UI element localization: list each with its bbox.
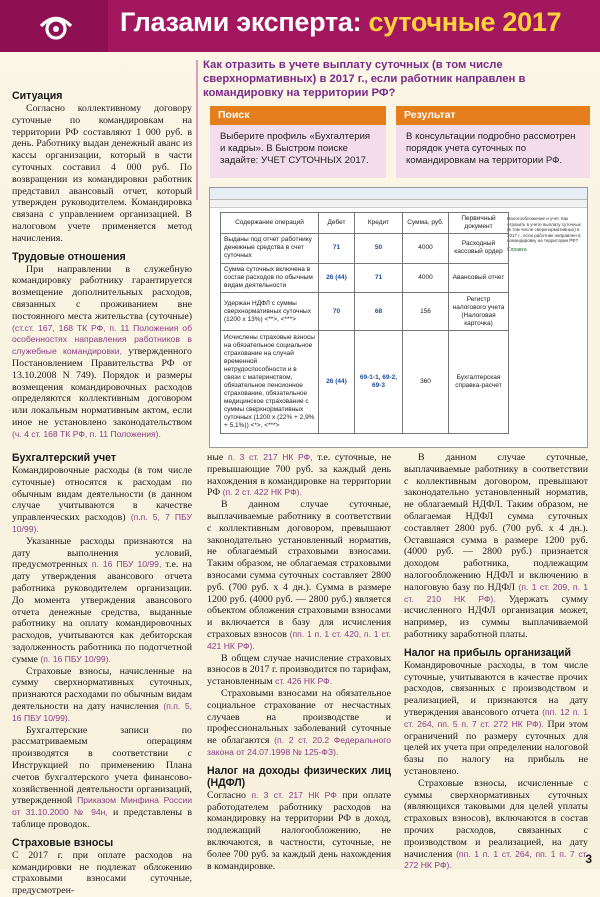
table-cell: 70 bbox=[319, 293, 355, 331]
law-reference: (пп. 1 п. 1 ст. 420, п. 1 ст. 421 НК РФ). bbox=[207, 628, 392, 651]
screenshot-toolbar bbox=[210, 200, 587, 208]
text: и представлены в таблице проводок. bbox=[12, 807, 192, 830]
search-box bbox=[210, 106, 386, 178]
paragraph: Согласно коллективному договору суточные по командировкам на территории РФ составляют 1 000 руб. в день. Работнику выдан денежный аванс из кассы организации, который в части суточных составил 4 000 руб. По возвращении из командировки работник представил авансовый отчет, который утвержден руководителем. Командировка связана с управлением организацией. В налоговом учете применяется метод начисления. bbox=[12, 103, 192, 244]
paragraph bbox=[12, 264, 192, 441]
column-2 bbox=[12, 452, 192, 897]
heading-ndfl: Налог на доходы физических лиц (НДФЛ) bbox=[207, 764, 391, 789]
column-1 bbox=[12, 90, 192, 441]
law-reference: (ст.ст. 167, 168 ТК РФ, п. 11 Положения об особенностях направления работников в служебные командировки, bbox=[12, 322, 192, 357]
table-cell: Расходный кассовый ордер bbox=[449, 234, 509, 264]
paragraph bbox=[12, 666, 192, 725]
page-title bbox=[120, 7, 561, 38]
sidebar-rule bbox=[196, 60, 198, 200]
heading-accounting: Бухгалтерский учет bbox=[12, 452, 117, 464]
heading-profit-tax: Налог на прибыль организаций bbox=[404, 646, 572, 659]
text: т.е. суточные, не превышающие 700 руб. за каждый день нахождения в командировке на территории РФ bbox=[207, 452, 391, 499]
table-cell: Регистр налогового учета (Налоговая карточка) bbox=[449, 293, 509, 331]
column-4 bbox=[404, 452, 588, 872]
table-cell: 71 bbox=[319, 234, 355, 264]
result-box-title: Результат bbox=[396, 106, 590, 125]
table-cell: Сумма суточных включена в состав расходов по обычным видам деятельности bbox=[221, 263, 319, 293]
paragraph bbox=[12, 725, 192, 831]
law-reference: п. 3 ст. 217 НК РФ, bbox=[228, 452, 313, 462]
heading-situation: Ситуация bbox=[12, 90, 63, 102]
title-accent: суточные 2017 bbox=[368, 7, 562, 37]
paragraph bbox=[404, 660, 588, 778]
text: В данном случае суточные, выплачиваемые работнику в соответствии с коллективным договором, превышают законодательно установленный норматив, не облагаемый страховыми взносами. Таким образом, не облагаемая страховыми взносами сумма суточных составляет 2800 руб. (700 руб. х 4 дн.). Сумма в размере 1200 руб. (4000 руб. — 2800 руб.) является объектом обложения страховыми взносами и включается в базу для исчисления страховых взносов bbox=[207, 499, 391, 640]
question-heading: Как отразить в учете выплату суточных (в том числе сверхнормативных) в 2017 г., если работник направлен в командировку на территории РФ? bbox=[203, 59, 526, 99]
result-box-text: В консультации подробно рассмотрен порядок учета суточных по командировкам на территории РФ. bbox=[406, 131, 576, 166]
text: Командировочные расходы (в том числе суточные) относятся к расходам по обычным видам деятельности (в данном случае учитываются в качестве управленческих расходов) bbox=[12, 465, 192, 524]
law-reference: (п. 2 ст. 422 НК РФ). bbox=[222, 487, 302, 498]
paragraph bbox=[404, 778, 588, 872]
screenshot-side-panel bbox=[507, 216, 583, 276]
text: Командировочные расходы, в том числе суточные, учитываются в качестве прочих расходов, связанных с производством и реализацией, и признаются на дату утверждения авансового отчета bbox=[404, 659, 588, 718]
table-cell: 4000 bbox=[403, 263, 449, 293]
text: Согласно bbox=[207, 789, 246, 801]
table-cell: Удержан НДФЛ с суммы сверхнормативных суточных (1200 x 13%) <**>, <***> bbox=[221, 293, 319, 331]
table-cell: 69-1-1, 69-2, 69-3 bbox=[355, 330, 403, 433]
heading-labor: Трудовые отношения bbox=[12, 250, 126, 263]
paragraph bbox=[404, 452, 588, 641]
paragraph bbox=[12, 536, 192, 666]
table-header-cell: Дебет bbox=[319, 213, 355, 234]
text: т.е. на дату утверждения авансового отчета работника руководителем организации. До момента утверждения авансового отчета денежные средства, выданные работнику на оплату командировочных расходов, учитываются как дебиторская задолженность работника по подотчетной сумме bbox=[12, 559, 193, 665]
law-reference: п. 16 ПБУ 10/99, bbox=[91, 559, 162, 570]
paragraph bbox=[207, 688, 391, 759]
table-header-row bbox=[221, 213, 509, 234]
table-row bbox=[221, 234, 509, 264]
text: При этом ограничений по размеру суточных для целей их учета при определении налоговой базы по налогу на прибыль не установлено. bbox=[404, 718, 589, 777]
text: Указанные расходы признаются на дату выполнения условий, предусмотренных bbox=[12, 535, 192, 571]
heading-insurance: Страховые взносы bbox=[12, 836, 114, 849]
table-cell: 71 bbox=[355, 263, 403, 293]
law-reference: (пп. 1 п. 1 ст. 264, пп. 1 п. 7 ст. 272 НК РФ). bbox=[404, 848, 589, 871]
table-cell: 4000 bbox=[403, 234, 449, 264]
table-cell: 360 bbox=[403, 330, 449, 433]
table-cell: 156 bbox=[403, 293, 449, 331]
table-cell: Выданы под отчет работнику денежные средства в счет суточных bbox=[221, 234, 319, 264]
paragraph bbox=[207, 452, 391, 499]
paragraph: С 2017 г. при оплате расходов на командировки не подлежат обложению страховыми взносами суточные, предусмотрен- bbox=[12, 849, 192, 897]
screenshot-titlebar bbox=[210, 188, 587, 200]
law-reference: (п.п. 5, 7 ПБУ 10/99). bbox=[12, 512, 192, 534]
software-screenshot bbox=[209, 187, 588, 448]
table-cell: Исчислены страховые взносы на обязательное социальное страхование на случай временной нетрудоспособности и в связи с материнством, обязательное пенсионное страхование, обязательное медицинское страхование с суммы сверхнормативных суточных (1200 x (22% + 2,9% + 5,1%)) <*>, <***> bbox=[221, 330, 319, 433]
law-reference: (ч. 4 ст. 168 ТК РФ, п. 11 Положения). bbox=[12, 428, 161, 439]
text: Удержать сумму исчисленного НДФЛ организация может, например, из суммы выплачиваемой работнику заработной платы. bbox=[404, 593, 588, 640]
table-row bbox=[221, 330, 509, 433]
screenshot-side-text: Налогообложение и учет. Как отразить в учете выплату суточных (в том числе сверхнормативных) в 2017 г., если работник направлен в командировку на территории РФ? bbox=[507, 216, 581, 243]
table-cell: 50 bbox=[355, 234, 403, 264]
table-row bbox=[221, 263, 509, 293]
law-reference: (п. 1 ст. 209, п. 1 ст. 210 НК РФ). bbox=[404, 581, 588, 604]
table-cell: 68 bbox=[355, 293, 403, 331]
paragraph bbox=[207, 790, 391, 873]
text: При направлении в служебную командировку работнику гарантируется возмещение дополнительных расходов, связанных с проживанием вне постоянного места жительства (суточные) bbox=[12, 263, 192, 322]
paragraph bbox=[207, 653, 391, 688]
text: В данном случае суточные, выплачиваемые работнику в соответствии с коллективным договором, превышают законодательно установленный норматив, не облагаемый НДФЛ. Таким образом, не облагаемая НДФЛ сумма суточных составляет 2800 руб. (700 руб. х 4 дн.). Оставшаяся сумма в размере 1200 руб. (4000 руб. — 2800 руб.) признается доходом работника, подлежащим налогообложению НДФЛ и включению в налоговую базу по НДФЛ bbox=[404, 452, 588, 593]
table-cell: Бухгалтерская справка-расчет bbox=[449, 330, 509, 433]
page-number: 3 bbox=[585, 852, 592, 866]
screenshot-side-link: Справка bbox=[507, 246, 527, 253]
result-box bbox=[396, 106, 590, 178]
law-reference: п. 3 ст. 217 НК РФ bbox=[251, 789, 337, 800]
search-box-text: Выберите профиль «Бухгалтерия и кадры». В Быстром поиске задайте: УЧЕТ СУТОЧНЫХ 2017. bbox=[220, 131, 371, 166]
table-header-cell: Содержание операций bbox=[221, 213, 319, 234]
search-box-title: Поиск bbox=[210, 106, 386, 125]
text: Бухгалтерские записи по рассматриваемым операциям производятся в соответствии с Инструкцией по применению Плана счетов бухгалтерского учета финансово-хозяйственной деятельности организаций, утвержденной bbox=[12, 724, 192, 807]
table-cell: 26 (44) bbox=[319, 330, 355, 433]
paragraph bbox=[207, 499, 391, 652]
law-reference: Приказом Минфина России от 31.10.2000 № 94н, bbox=[12, 795, 193, 818]
text: Страховые взносы, исчисленные с суммы сверхнормативных суточных (являющихся таковыми для целей уплаты страховых взносов), включаются в состав прочих расходов, связанных с производством и реализацией, на дату начисления bbox=[404, 777, 588, 860]
text: В общем случае начисление страховых взносов в 2017 г. производится по тарифам, установленным bbox=[207, 652, 391, 688]
table-row bbox=[221, 293, 509, 331]
eye-badge bbox=[0, 0, 108, 52]
table-header-cell: Кредит bbox=[355, 213, 403, 234]
paragraph bbox=[12, 465, 192, 536]
table-cell: Авансовый отчет bbox=[449, 263, 509, 293]
table-cell: 26 (44) bbox=[319, 263, 355, 293]
text: Страховыми взносами на обязательное социальное страхование от несчастных случаев на производстве и профессиональных заболеваний суточные не облагаются bbox=[207, 687, 391, 747]
law-reference: (п. 2 ст. 20.2 Федерального закона от 24.07.1998 № 125-ФЗ). bbox=[207, 735, 391, 757]
law-reference: (пп. 12 п. 1 ст. 264, пп. 5 п. 7 ст. 272 НК РФ). bbox=[404, 706, 588, 729]
title-main: Глазами эксперта: bbox=[120, 7, 369, 37]
text: при оплате работодателем работнику расходов на командировку на территории РФ в доход, подлежащий налогообложению, не включаются, в частности, суточные, не более 700 руб. за каждый день нахождения в командировке. bbox=[207, 789, 392, 872]
text: ные bbox=[207, 452, 224, 463]
table-header-cell: Сумма, руб. bbox=[403, 213, 449, 234]
text: утвержденного Постановлением Правительства РФ от 13.10.2008 N 749). Порядок и размеры возмещения командировочных расходов определяются коллективным договором или локальным нормативным актом, если иное не установлено законодательством bbox=[12, 346, 192, 428]
column-3 bbox=[207, 452, 391, 872]
law-reference: ст. 426 НК РФ. bbox=[275, 676, 333, 687]
law-reference: (п. 16 ПБУ 10/99). bbox=[40, 653, 111, 664]
postings-table bbox=[220, 212, 509, 434]
law-reference: (п.п. 5, 16 ПБУ 10/99). bbox=[12, 700, 193, 723]
page-header bbox=[0, 0, 600, 52]
table-header-cell: Первичный документ bbox=[449, 213, 509, 234]
eye-icon bbox=[38, 8, 74, 44]
text: Страховые взносы, начисленные на сумму сверхнормативных суточных, признаются расходами по обычным видам деятельности на дату начисления bbox=[12, 665, 192, 712]
